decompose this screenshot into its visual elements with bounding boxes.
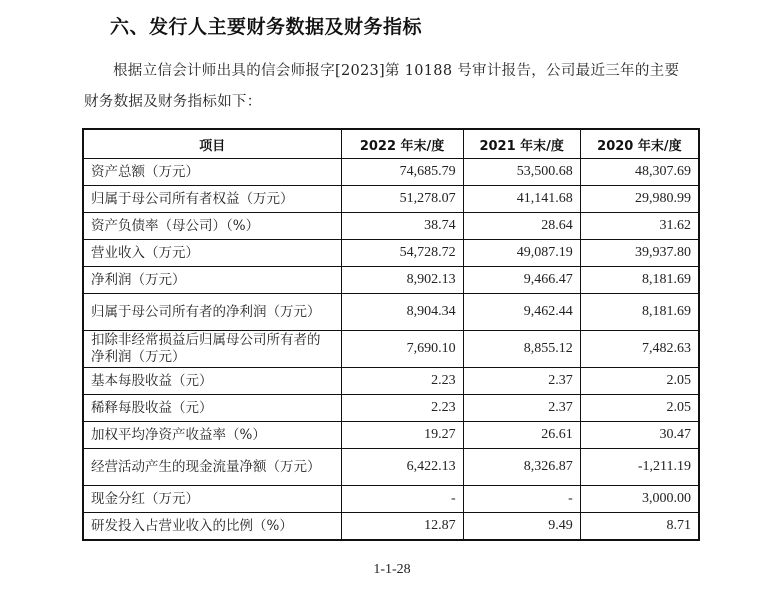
- table-row: [83, 213, 699, 240]
- row-label: 稀释每股收益（元）: [83, 395, 341, 422]
- table-row: [83, 267, 699, 294]
- cell-2021: 41,141.68: [463, 186, 580, 213]
- header-2020: 2020 年末/度: [580, 129, 699, 159]
- cell-2022: 38.74: [341, 213, 463, 240]
- header-2021: 2021 年末/度: [463, 129, 580, 159]
- section-heading: 六、发行人主要财务数据及财务指标: [110, 16, 423, 38]
- table-row: [83, 449, 699, 486]
- cell-2021: -: [463, 486, 580, 513]
- row-label: 资产总额（万元）: [83, 159, 341, 186]
- header-item: 项目: [83, 129, 341, 159]
- table-row: [83, 159, 699, 186]
- table-row: [83, 395, 699, 422]
- row-label: 资产负债率（母公司）（%）: [83, 213, 341, 240]
- table-row: [83, 331, 699, 368]
- table-row: [83, 486, 699, 513]
- intro-paragraph: 根据立信会计师出具的信会师报字[2023]第 10188 号审计报告，公司最近三年的主要财务数据及财务指标如下：: [84, 63, 680, 110]
- row-label: 营业收入（万元）: [83, 240, 341, 267]
- cell-2020: -1,211.19: [580, 449, 699, 486]
- cell-2021: 49,087.19: [463, 240, 580, 267]
- row-label: 加权平均净资产收益率（%）: [83, 422, 341, 449]
- cell-2021: 28.64: [463, 213, 580, 240]
- cell-2020: 29,980.99: [580, 186, 699, 213]
- row-label: 扣除非经常损益后归属母公司所有者的净利润（万元）: [83, 331, 341, 368]
- cell-2021: 9,466.47: [463, 267, 580, 294]
- table-row: [83, 513, 699, 541]
- cell-2021: 2.37: [463, 368, 580, 395]
- cell-2022: 19.27: [341, 422, 463, 449]
- table-row: [83, 422, 699, 449]
- row-label: 归属于母公司所有者权益（万元）: [83, 186, 341, 213]
- cell-2020: 30.47: [580, 422, 699, 449]
- cell-2020: 3,000.00: [580, 486, 699, 513]
- cell-2022: 8,904.34: [341, 294, 463, 331]
- cell-2022: 8,902.13: [341, 267, 463, 294]
- cell-2020: 48,307.69: [580, 159, 699, 186]
- cell-2022: 54,728.72: [341, 240, 463, 267]
- page-number: 1-1-28: [373, 562, 411, 577]
- row-label: 基本每股收益（元）: [83, 368, 341, 395]
- cell-2020: 31.62: [580, 213, 699, 240]
- cell-2021: 53,500.68: [463, 159, 580, 186]
- cell-2021: 26.61: [463, 422, 580, 449]
- cell-2021: 9,462.44: [463, 294, 580, 331]
- cell-2021: 2.37: [463, 395, 580, 422]
- financial-data-table: [82, 128, 700, 541]
- cell-2020: 8.71: [580, 513, 699, 541]
- row-label: 研发投入占营业收入的比例（%）: [83, 513, 341, 541]
- cell-2021: 9.49: [463, 513, 580, 541]
- cell-2021: 8,855.12: [463, 331, 580, 368]
- cell-2022: 2.23: [341, 368, 463, 395]
- cell-2020: 2.05: [580, 368, 699, 395]
- table-row: [83, 240, 699, 267]
- cell-2020: 7,482.63: [580, 331, 699, 368]
- table-row: [83, 186, 699, 213]
- row-label: 现金分红（万元）: [83, 486, 341, 513]
- row-label: 归属于母公司所有者的净利润（万元）: [83, 294, 341, 331]
- cell-2020: 8,181.69: [580, 294, 699, 331]
- cell-2020: 39,937.80: [580, 240, 699, 267]
- cell-2022: 6,422.13: [341, 449, 463, 486]
- table-row: [83, 294, 699, 331]
- cell-2022: 2.23: [341, 395, 463, 422]
- cell-2022: -: [341, 486, 463, 513]
- cell-2020: 2.05: [580, 395, 699, 422]
- cell-2020: 8,181.69: [580, 267, 699, 294]
- cell-2022: 74,685.79: [341, 159, 463, 186]
- table-header-row: [83, 129, 699, 159]
- cell-2022: 12.87: [341, 513, 463, 541]
- cell-2022: 51,278.07: [341, 186, 463, 213]
- row-label: 净利润（万元）: [83, 267, 341, 294]
- cell-2021: 8,326.87: [463, 449, 580, 486]
- header-2022: 2022 年末/度: [341, 129, 463, 159]
- table-row: [83, 368, 699, 395]
- cell-2022: 7,690.10: [341, 331, 463, 368]
- row-label: 经营活动产生的现金流量净额（万元）: [83, 449, 341, 486]
